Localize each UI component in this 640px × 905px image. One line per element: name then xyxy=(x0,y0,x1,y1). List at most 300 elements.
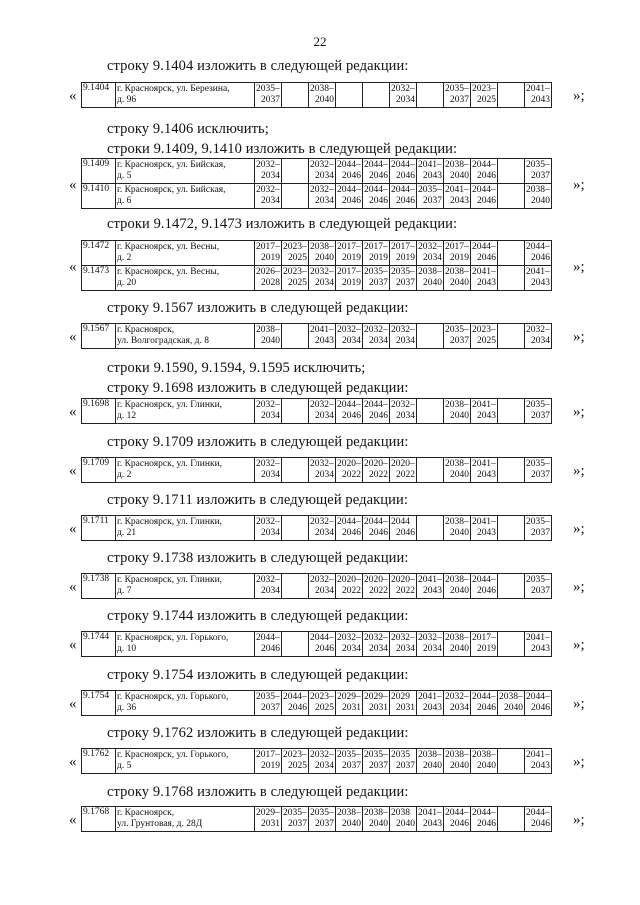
table-row xyxy=(82,632,552,657)
year-end: 2040 xyxy=(531,196,550,206)
year-range-cell xyxy=(417,399,444,424)
address-cell xyxy=(116,807,255,832)
closing-quote: »; xyxy=(573,259,585,275)
year-start: 2044– xyxy=(256,633,280,643)
year-end: 2046 xyxy=(396,528,415,538)
year-range-cell xyxy=(255,324,282,349)
year-end: 2040 xyxy=(369,819,388,829)
year-range-cell xyxy=(336,184,363,209)
heading-9-1754: строку 9.1754 изложить в следующей редакции: xyxy=(107,667,409,683)
year-start: 2017– xyxy=(256,750,280,760)
year-range-cell xyxy=(309,159,336,184)
heading-9-1698: строку 9.1698 изложить в следующей редакции: xyxy=(107,380,409,396)
year-start: 2017– xyxy=(256,242,280,252)
year-start: 2041– xyxy=(418,692,442,702)
year-end: 2037 xyxy=(531,528,550,538)
year-end: 2037 xyxy=(423,196,442,206)
year-range-cell xyxy=(282,691,309,716)
year-end: 2040 xyxy=(450,528,469,538)
year-end: 2019 xyxy=(369,253,388,263)
table-row xyxy=(82,399,552,424)
year-end: 2037 xyxy=(531,171,550,181)
heading-9-1472-1473: строки 9.1472, 9.1473 изложить в следующей редакции: xyxy=(107,216,458,232)
year-end: 2046 xyxy=(531,253,550,263)
year-range-cell xyxy=(336,632,363,657)
year-range-cell xyxy=(363,266,390,291)
year-range-cell xyxy=(282,159,309,184)
heading-9-1404: строку 9.1404 изложить в следующей редакции: xyxy=(107,58,409,74)
year-range-cell xyxy=(363,632,390,657)
year-start: 2038– xyxy=(337,808,361,818)
year-start: 2032– xyxy=(256,575,280,585)
year-range-cell xyxy=(309,516,336,541)
year-end: 2037 xyxy=(369,278,388,288)
year-end: 2034 xyxy=(315,278,334,288)
year-range-cell xyxy=(444,807,471,832)
year-end: 2034 xyxy=(369,336,388,346)
address-cell xyxy=(116,691,255,716)
year-end: 2034 xyxy=(315,470,334,480)
year-end: 2031 xyxy=(261,819,280,829)
year-end: 2046 xyxy=(477,196,496,206)
year-start: 2038– xyxy=(418,267,442,277)
closing-quote: »; xyxy=(573,88,585,104)
year-end: 2034 xyxy=(261,586,280,596)
table-row xyxy=(82,516,552,541)
row-number: 9.1754 xyxy=(83,691,110,701)
year-range-cell xyxy=(498,159,525,184)
year-range-cell xyxy=(363,749,390,774)
year-end: 2046 xyxy=(369,411,388,421)
address-line-1: г. Красноярск, ул. Бийская, xyxy=(117,160,226,170)
year-end: 2046 xyxy=(477,819,496,829)
year-range-cell xyxy=(363,516,390,541)
row-number-cell xyxy=(82,749,116,774)
row-number-cell xyxy=(82,691,116,716)
amendment-table xyxy=(81,82,552,108)
year-range-cell xyxy=(471,241,498,266)
year-end: 2040 xyxy=(450,278,469,288)
year-range-cell xyxy=(336,324,363,349)
address-line-1: г. Красноярск, ул. Глинки, xyxy=(117,459,223,469)
year-start: 2032– xyxy=(310,185,334,195)
year-end: 2043 xyxy=(423,819,442,829)
year-start: 2032– xyxy=(310,517,334,527)
year-range-cell xyxy=(282,574,309,599)
year-end: 2046 xyxy=(396,196,415,206)
year-start: 2017– xyxy=(337,267,361,277)
year-end: 2046 xyxy=(342,196,361,206)
year-end: 2034 xyxy=(342,336,361,346)
year-start: 2023– xyxy=(283,267,307,277)
year-range-cell xyxy=(525,691,552,716)
year-start: 2038– xyxy=(445,459,469,469)
year-end: 2037 xyxy=(369,761,388,771)
year-start: 2044– xyxy=(391,160,415,170)
year-range-cell xyxy=(417,458,444,483)
year-range-cell xyxy=(390,324,417,349)
year-range-cell xyxy=(444,266,471,291)
row-number: 9.1404 xyxy=(83,83,110,93)
row-number-cell xyxy=(82,83,116,108)
address-line-1: г. Красноярск, ул. Весны, xyxy=(117,267,220,277)
heading-9-1744: строку 9.1744 изложить в следующей редакции: xyxy=(107,608,409,624)
year-end: 2031 xyxy=(342,703,361,713)
address-line-2: д. 2 xyxy=(117,253,132,263)
year-start: 2035– xyxy=(526,575,550,585)
opening-quote: « xyxy=(69,329,77,345)
year-end: 2046 xyxy=(531,819,550,829)
year-range-cell xyxy=(309,399,336,424)
amendment-table xyxy=(81,323,552,349)
row-number-cell xyxy=(82,458,116,483)
address-line-1: г. Красноярск, ул. Глинки, xyxy=(117,575,223,585)
year-end: 2025 xyxy=(288,253,307,263)
year-range-cell xyxy=(282,399,309,424)
year-range-cell xyxy=(417,632,444,657)
year-range-cell xyxy=(471,574,498,599)
year-end: 2046 xyxy=(315,644,334,654)
year-end: 2034 xyxy=(315,196,334,206)
year-start: 2038– xyxy=(445,400,469,410)
amendment-table xyxy=(81,240,552,291)
row-number-cell xyxy=(82,324,116,349)
year-end: 2022 xyxy=(369,586,388,596)
opening-quote: « xyxy=(69,754,77,770)
year-end: 2034 xyxy=(423,253,442,263)
year-range-cell xyxy=(417,807,444,832)
year-start: 2035– xyxy=(526,160,550,170)
year-range-cell xyxy=(255,159,282,184)
year-start: 2032– xyxy=(337,633,361,643)
year-end: 2043 xyxy=(477,411,496,421)
year-start: 2032– xyxy=(526,325,550,335)
year-range-cell xyxy=(498,399,525,424)
year-start: 2044– xyxy=(337,400,361,410)
heading-9-1762: строку 9.1762 изложить в следующей редакции: xyxy=(107,725,409,741)
year-range-cell xyxy=(471,324,498,349)
year-range-cell xyxy=(390,749,417,774)
year-end: 2040 xyxy=(450,761,469,771)
year-end: 2022 xyxy=(396,586,415,596)
year-range-cell xyxy=(336,749,363,774)
amendment-table xyxy=(81,631,552,657)
address-cell xyxy=(116,516,255,541)
year-range-cell xyxy=(282,749,309,774)
year-range-cell xyxy=(471,184,498,209)
year-range-cell xyxy=(444,184,471,209)
year-range-cell xyxy=(498,632,525,657)
year-start: 2035– xyxy=(418,185,442,195)
year-range-cell xyxy=(390,266,417,291)
year-end: 2034 xyxy=(315,528,334,538)
address-line-1: г. Красноярск, ул. Горького, xyxy=(117,633,229,643)
year-end: 2034 xyxy=(531,336,550,346)
year-end: 2046 xyxy=(477,703,496,713)
year-range-cell xyxy=(282,266,309,291)
year-range-cell xyxy=(336,574,363,599)
year-range-cell xyxy=(255,241,282,266)
year-range-cell xyxy=(498,184,525,209)
year-end: 2046 xyxy=(477,253,496,263)
year-end: 2034 xyxy=(261,196,280,206)
year-end: 2043 xyxy=(477,470,496,480)
year-end: 2034 xyxy=(423,644,442,654)
year-end: 2037 xyxy=(531,411,550,421)
year-end: 2040 xyxy=(396,819,415,829)
amendment-table xyxy=(81,158,552,209)
row-number: 9.1567 xyxy=(83,324,110,334)
year-end: 2043 xyxy=(315,336,334,346)
year-end: 2046 xyxy=(342,171,361,181)
year-range-cell xyxy=(255,184,282,209)
address-line-2: д. 36 xyxy=(117,703,137,713)
year-end: 2034 xyxy=(261,411,280,421)
year-start: 2032– xyxy=(256,400,280,410)
year-range-cell xyxy=(363,83,390,108)
year-end: 2037 xyxy=(531,470,550,480)
year-range-cell xyxy=(255,749,282,774)
year-range-cell xyxy=(390,691,417,716)
year-start: 2038– xyxy=(310,84,334,94)
year-end: 2037 xyxy=(261,703,280,713)
year-range-cell xyxy=(309,691,336,716)
table-row xyxy=(82,83,552,108)
year-range-cell xyxy=(471,691,498,716)
year-end: 2034 xyxy=(315,761,334,771)
year-range-cell xyxy=(282,324,309,349)
year-start: 2038 xyxy=(391,808,410,818)
year-start: 2035– xyxy=(526,459,550,469)
year-start: 2044– xyxy=(472,160,496,170)
page-number: 22 xyxy=(313,34,327,49)
year-range-cell xyxy=(525,632,552,657)
year-range-cell xyxy=(282,632,309,657)
year-range-cell xyxy=(363,399,390,424)
year-range-cell xyxy=(282,184,309,209)
year-start: 2035– xyxy=(337,750,361,760)
year-end: 2019 xyxy=(477,644,496,654)
year-range-cell xyxy=(363,184,390,209)
year-start: 2032– xyxy=(310,575,334,585)
table-row xyxy=(82,241,552,266)
year-range-cell xyxy=(525,324,552,349)
address-line-1: г. Красноярск, xyxy=(117,808,175,818)
year-range-cell xyxy=(336,241,363,266)
year-start: 2023– xyxy=(283,750,307,760)
year-start: 2035– xyxy=(445,84,469,94)
year-end: 2046 xyxy=(342,411,361,421)
year-start: 2017– xyxy=(337,242,361,252)
year-start: 2038– xyxy=(364,808,388,818)
opening-quote: « xyxy=(69,177,77,193)
year-end: 2043 xyxy=(423,586,442,596)
year-start: 2044– xyxy=(391,185,415,195)
year-range-cell xyxy=(471,632,498,657)
year-range-cell xyxy=(525,749,552,774)
year-start: 2041– xyxy=(418,575,442,585)
year-range-cell xyxy=(363,159,390,184)
heading-9-1567: строку 9.1567 изложить в следующей редакции: xyxy=(107,300,409,316)
address-cell xyxy=(116,266,255,291)
row-number-cell xyxy=(82,807,116,832)
year-start: 2026– xyxy=(256,267,280,277)
year-range-cell xyxy=(525,516,552,541)
amendment-table xyxy=(81,398,552,424)
year-range-cell xyxy=(444,691,471,716)
year-start: 2044– xyxy=(526,808,550,818)
year-start: 2032– xyxy=(310,459,334,469)
year-range-cell xyxy=(255,807,282,832)
year-range-cell xyxy=(363,241,390,266)
address-cell xyxy=(116,458,255,483)
year-start: 2035– xyxy=(526,517,550,527)
year-range-cell xyxy=(444,324,471,349)
year-range-cell xyxy=(525,241,552,266)
year-start: 2038– xyxy=(418,750,442,760)
year-start: 2041– xyxy=(445,185,469,195)
year-range-cell xyxy=(309,632,336,657)
year-range-cell xyxy=(363,458,390,483)
year-start: 2044– xyxy=(364,517,388,527)
year-start: 2017– xyxy=(472,633,496,643)
row-number-cell xyxy=(82,184,116,209)
address-line-2: д. 96 xyxy=(117,95,137,105)
opening-quote: « xyxy=(69,88,77,104)
year-end: 2034 xyxy=(396,336,415,346)
address-line-2: д. 7 xyxy=(117,586,132,596)
year-end: 2046 xyxy=(261,644,280,654)
year-start: 2044– xyxy=(526,242,550,252)
year-end: 2037 xyxy=(531,586,550,596)
year-range-cell xyxy=(417,184,444,209)
row-number: 9.1762 xyxy=(83,749,110,759)
year-end: 2022 xyxy=(369,470,388,480)
address-cell xyxy=(116,399,255,424)
year-end: 2046 xyxy=(342,528,361,538)
year-range-cell xyxy=(471,83,498,108)
year-range-cell xyxy=(525,399,552,424)
year-start: 2044– xyxy=(364,400,388,410)
heading-block-1406-1409 xyxy=(107,119,457,159)
heading-9-1738: строку 9.1738 изложить в следующей редакции: xyxy=(107,550,409,566)
address-line-1: г. Красноярск, ул. Глинки, xyxy=(117,517,223,527)
address-line-2: д. 6 xyxy=(117,196,132,206)
year-range-cell xyxy=(255,516,282,541)
heading-block-1590-1698 xyxy=(107,358,409,398)
year-start: 2038– xyxy=(445,750,469,760)
closing-quote: »; xyxy=(573,812,585,828)
year-start: 2029– xyxy=(256,808,280,818)
year-end: 2043 xyxy=(531,644,550,654)
year-end: 2040 xyxy=(342,819,361,829)
year-end: 2043 xyxy=(423,703,442,713)
year-range-cell xyxy=(309,184,336,209)
table-row xyxy=(82,266,552,291)
year-start: 2035– xyxy=(526,400,550,410)
opening-quote: « xyxy=(69,463,77,479)
year-start: 2020– xyxy=(364,575,388,585)
year-end: 2043 xyxy=(423,171,442,181)
year-range-cell xyxy=(390,807,417,832)
year-start: 2023– xyxy=(472,84,496,94)
year-end: 2034 xyxy=(261,470,280,480)
year-end: 2022 xyxy=(342,586,361,596)
year-start: 2035– xyxy=(364,267,388,277)
year-start: 2038– xyxy=(499,692,523,702)
row-number-cell xyxy=(82,159,116,184)
year-end: 2046 xyxy=(369,171,388,181)
year-start: 2044– xyxy=(472,808,496,818)
year-end: 2019 xyxy=(261,253,280,263)
year-end: 2037 xyxy=(288,819,307,829)
row-number: 9.1768 xyxy=(83,807,110,817)
year-end: 2037 xyxy=(315,819,334,829)
year-range-cell xyxy=(390,458,417,483)
year-end: 2031 xyxy=(369,703,388,713)
year-end: 2040 xyxy=(261,336,280,346)
year-start: 2041– xyxy=(526,267,550,277)
row-number-cell xyxy=(82,632,116,657)
year-range-cell xyxy=(390,83,417,108)
year-range-cell xyxy=(336,458,363,483)
year-end: 2034 xyxy=(450,703,469,713)
year-start: 2032– xyxy=(310,400,334,410)
year-end: 2046 xyxy=(450,819,469,829)
heading-9-1768: строку 9.1768 изложить в следующей редакции: xyxy=(107,784,409,800)
address-line-2: д. 20 xyxy=(117,278,137,288)
year-range-cell xyxy=(363,574,390,599)
year-range-cell xyxy=(417,83,444,108)
year-range-cell xyxy=(498,691,525,716)
year-end: 2025 xyxy=(477,95,496,105)
row-number-cell xyxy=(82,241,116,266)
year-start: 2044– xyxy=(472,185,496,195)
year-range-cell xyxy=(255,266,282,291)
opening-quote: « xyxy=(69,637,77,653)
year-range-cell xyxy=(282,241,309,266)
year-start: 2032– xyxy=(418,242,442,252)
year-end: 2040 xyxy=(450,644,469,654)
year-end: 2046 xyxy=(477,171,496,181)
year-start: 2044– xyxy=(472,575,496,585)
year-start: 2038– xyxy=(445,267,469,277)
year-start: 2032– xyxy=(391,633,415,643)
year-end: 2028 xyxy=(261,278,280,288)
year-start: 2044– xyxy=(364,160,388,170)
year-end: 2034 xyxy=(315,411,334,421)
year-end: 2025 xyxy=(477,336,496,346)
year-start: 2035– xyxy=(310,808,334,818)
year-range-cell xyxy=(417,266,444,291)
year-range-cell xyxy=(363,324,390,349)
year-start: 2017– xyxy=(445,242,469,252)
amendment-table xyxy=(81,515,552,541)
year-start: 2041– xyxy=(310,325,334,335)
year-end: 2043 xyxy=(531,761,550,771)
year-end: 2040 xyxy=(504,703,523,713)
address-line-2: д. 10 xyxy=(117,644,137,654)
row-number: 9.1472 xyxy=(83,241,110,251)
address-line-1: г. Красноярск, ул. Глинки, xyxy=(117,400,223,410)
opening-quote: « xyxy=(69,521,77,537)
year-start: 2032– xyxy=(310,267,334,277)
year-range-cell xyxy=(336,691,363,716)
year-range-cell xyxy=(498,83,525,108)
year-range-cell xyxy=(525,807,552,832)
year-end: 2034 xyxy=(396,644,415,654)
year-start: 2020– xyxy=(337,459,361,469)
